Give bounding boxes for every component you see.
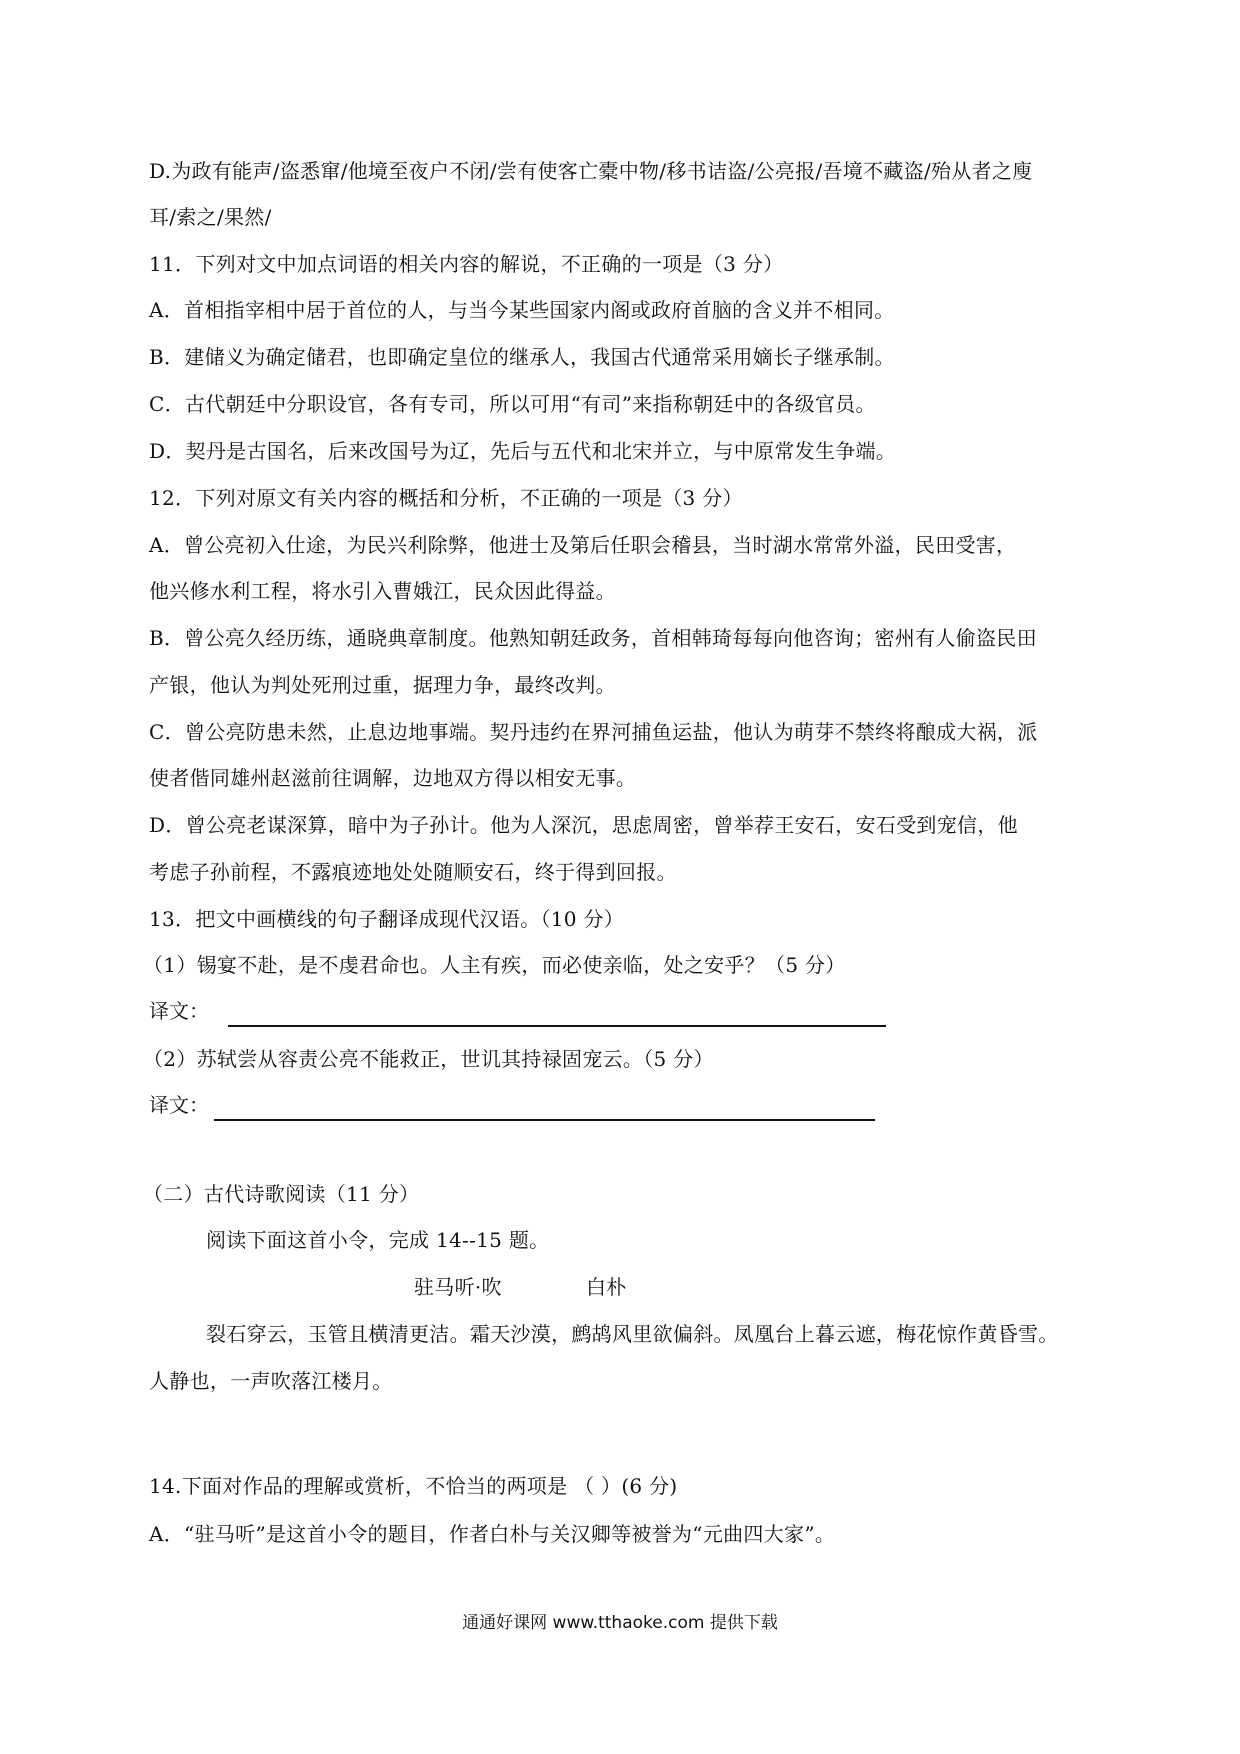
q13-answer-label-1: 译文： xyxy=(149,999,209,1023)
poem-author: 白朴 xyxy=(586,1275,627,1299)
q11-option-d: D．契丹是古国名，后来改国号为辽，先后与五代和北宋并立，与中原常发生争端。 xyxy=(149,439,897,463)
poem-title: 驻马听·吹 xyxy=(414,1275,502,1299)
poem-line-2: 人静也，一声吹落江楼月。 xyxy=(149,1369,393,1393)
q12-option-a-line2: 他兴修水利工程，将水引入曹娥江，民众因此得益。 xyxy=(149,579,616,603)
section2-heading: （二）古代诗歌阅读（11 分） xyxy=(143,1182,420,1206)
q13-sentence-2: （2）苏轼尝从容责公亮不能救正，世讥其持禄固宠云。（5 分） xyxy=(143,1047,714,1071)
q13-answer-line-2[interactable] xyxy=(214,1119,875,1121)
section2-instruction: 阅读下面这首小令，完成 14--15 题。 xyxy=(206,1228,550,1252)
q10-option-d-line1: D.为政有能声/盗悉窜/他境至夜户不闭/尝有使客亡橐中物/移书诘盗/公亮报/吾境不藏盗/殆从者之廋 xyxy=(149,159,1033,183)
q13-answer-line-1[interactable] xyxy=(228,1025,886,1027)
q12-option-c-line1: C．曾公亮防患未然，止息边地事端。契丹违约在界河捕鱼运盐，他认为萌芽不禁终将酿成大祸，派 xyxy=(149,720,1038,744)
q14-option-a: A．“驻马听”是这首小令的题目，作者白朴与关汉卿等被誉为“元曲四大家”。 xyxy=(149,1522,836,1546)
page-footer: 通通好课网 www.tthaoke.com 提供下载 xyxy=(462,1613,778,1633)
q13-sentence-1: （1）锡宴不赴，是不虔君命也。人主有疾，而必使亲临，处之安乎？（5 分） xyxy=(143,953,846,977)
q12-option-d-line2: 考虑子孙前程，不露痕迹地处处随顺安石，终于得到回报。 xyxy=(149,860,677,884)
q11-option-c: C．古代朝廷中分职设官，各有专司，所以可用“有司”来指称朝廷中的各级官员。 xyxy=(149,392,876,416)
q11-option-b: B．建储义为确定储君，也即确定皇位的继承人，我国古代通常采用嫡长子继承制。 xyxy=(149,345,895,369)
q11-stem: 11．下列对文中加点词语的相关内容的解说，不正确的一项是（3 分） xyxy=(149,252,784,276)
q10-option-d-line2: 耳/索之/果然/ xyxy=(149,205,272,229)
poem-line-1: 裂石穿云，玉管且横清更洁。霜天沙漠，鹧鸪风里欲偏斜。凤凰台上暮云遮，梅花惊作黄昏雪。 xyxy=(206,1322,1059,1346)
q11-option-a: A．首相指宰相中居于首位的人，与当今某些国家内阁或政府首脑的含义并不相同。 xyxy=(149,298,895,322)
q12-stem: 12．下列对原文有关内容的概括和分析，不正确的一项是（3 分） xyxy=(149,486,743,510)
q14-stem: 14.下面对作品的理解或赏析，不恰当的两项是 （ ）(6 分) xyxy=(149,1474,678,1498)
q12-option-d-line1: D．曾公亮老谋深算，暗中为子孙计。他为人深沉，思虑周密，曾举荐王安石，安石受到宠信，他 xyxy=(149,813,1018,837)
q13-answer-label-2: 译文： xyxy=(149,1093,209,1117)
q12-option-b-line1: B．曾公亮久经历练，通晓典章制度。他熟知朝廷政务，首相韩琦每每向他咨询；密州有人偷盗民田 xyxy=(149,626,1037,650)
q12-option-a-line1: A．曾公亮初入仕途，为民兴利除弊，他进士及第后任职会稽县，当时湖水常常外溢，民田受害， xyxy=(149,533,1017,557)
q13-stem: 13．把文中画横线的句子翻译成现代汉语。（10 分） xyxy=(149,907,625,931)
q12-option-c-line2: 使者偕同雄州赵滋前往调解，边地双方得以相安无事。 xyxy=(149,766,637,790)
q12-option-b-line2: 产银，他认为判处死刑过重，据理力争，最终改判。 xyxy=(149,673,616,697)
